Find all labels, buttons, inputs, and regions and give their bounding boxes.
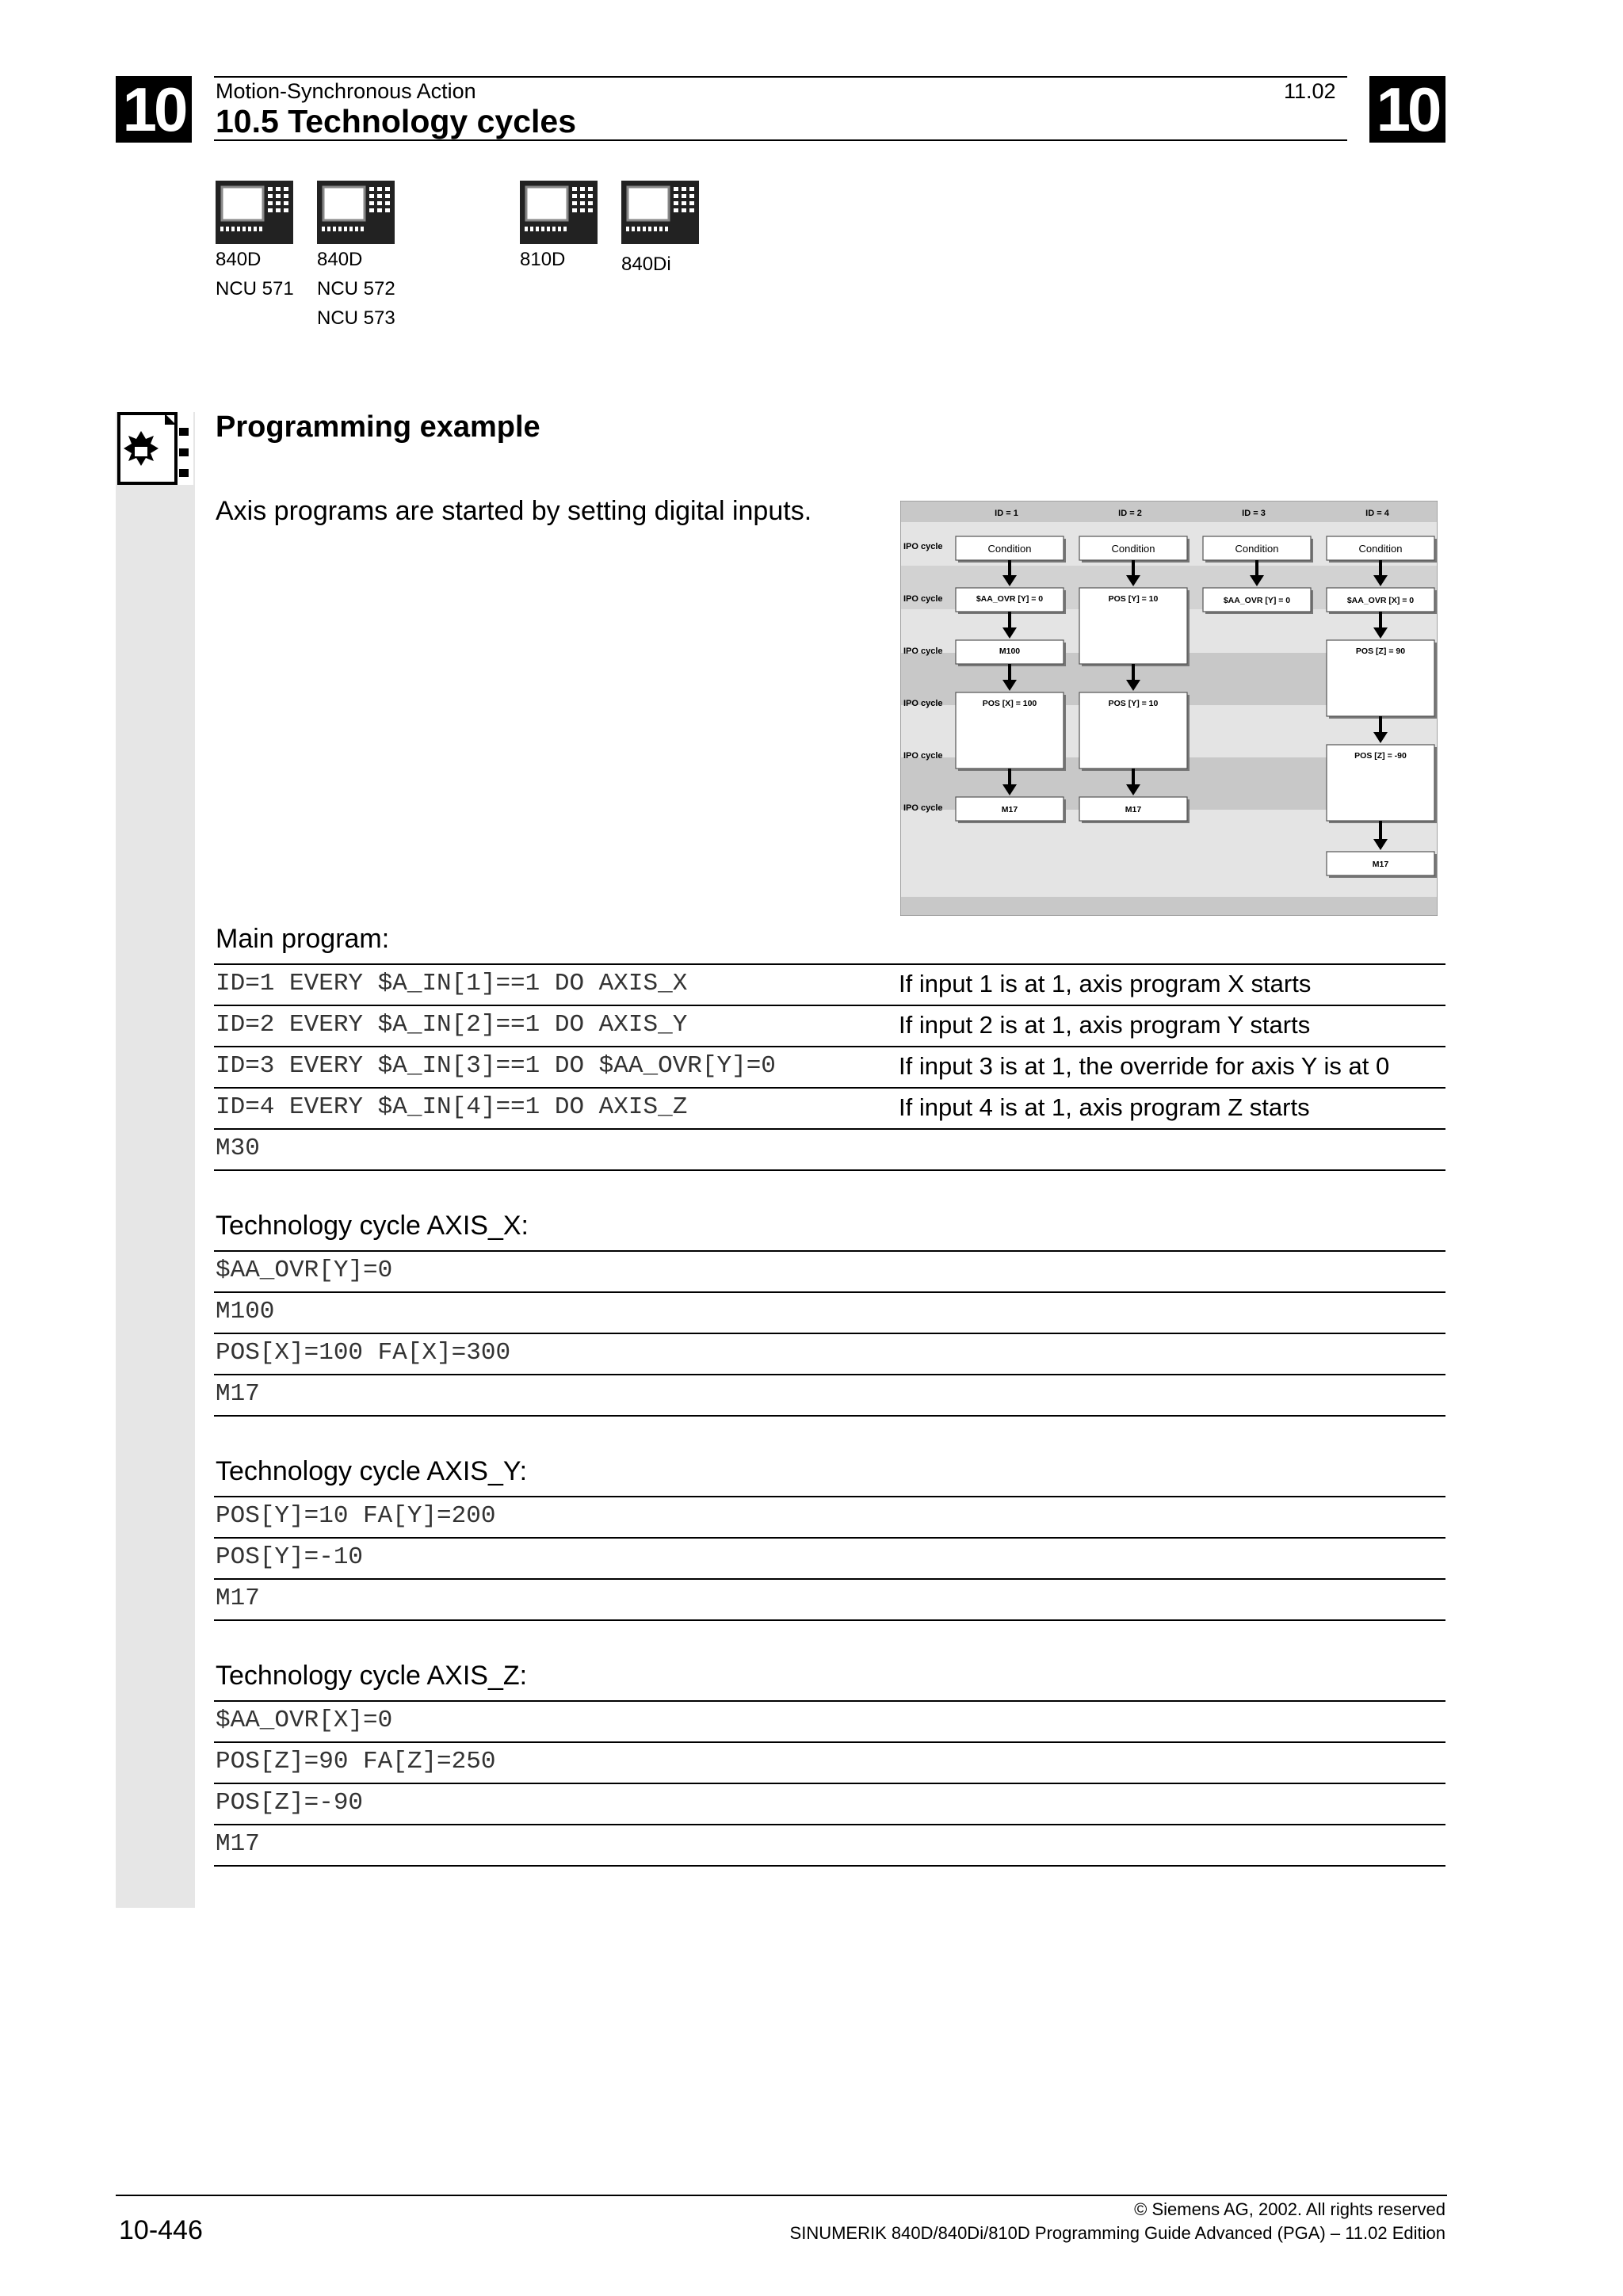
programming-example-icon: [117, 412, 193, 485]
header-rule-bottom: [214, 139, 1347, 141]
table-row: ID=4 EVERY $A_IN[4]==1 DO AXIS_Z If input 4 is at 1, axis program Z starts: [214, 1089, 1445, 1130]
diagram-box: $AA_OVR [Y] = 0: [1223, 596, 1291, 605]
table-row: ID=3 EVERY $A_IN[3]==1 DO $AA_OVR[Y]=0 If input 3 is at 1, the override for axis Y is at 0: [214, 1047, 1445, 1089]
diagram-box: M17: [1001, 805, 1018, 814]
footer-rule: [116, 2195, 1447, 2196]
diagram-box: M17: [1372, 860, 1389, 869]
table-row: POS[Z]=90 FA[Z]=250: [214, 1743, 1445, 1784]
control-810d: 810D: [520, 181, 599, 273]
page-number: 10-446: [119, 2215, 203, 2245]
diagram-box: POS [Z] = -90: [1354, 751, 1407, 761]
diagram-box: POS [X] = 100: [982, 699, 1037, 708]
table-row: $AA_OVR[Y]=0: [214, 1250, 1445, 1293]
chapter-number-left: 10: [116, 76, 192, 143]
main-program-label: Main program:: [216, 924, 390, 954]
table-row: ID=2 EVERY $A_IN[2]==1 DO AXIS_Y If input 2 is at 1, axis program Y starts: [214, 1006, 1445, 1047]
section-name: Motion-Synchronous Action: [216, 79, 476, 103]
control-panel-icon: [317, 181, 395, 244]
condition-box-4: Condition: [1358, 543, 1403, 555]
edition-note: SINUMERIK 840D/840Di/810D Programming Guide Advanced (PGA) – 11.02 Edition: [789, 2223, 1445, 2243]
control-panel-icon: [520, 181, 598, 244]
ipo-cycle-label: IPO cycle: [903, 594, 943, 604]
control-panel-icon: [621, 181, 699, 244]
table-row: POS[Y]=-10: [214, 1539, 1445, 1580]
chapter-number-right: 10: [1369, 76, 1445, 143]
cycle-y-label: Technology cycle AXIS_Y:: [216, 1456, 528, 1486]
table-row: POS[Y]=10 FA[Y]=200: [214, 1496, 1445, 1539]
table-row: M17: [214, 1825, 1445, 1867]
diagram-box: POS [Y] = 10: [1108, 594, 1159, 604]
table-row: M17: [214, 1375, 1445, 1417]
diagram-box: POS [Y] = 10: [1108, 699, 1159, 708]
diagram-box: POS [Z] = 90: [1355, 646, 1406, 656]
header-rule-top: [214, 76, 1347, 78]
table-row: $AA_OVR[X]=0: [214, 1700, 1445, 1743]
diagram-id-3: ID = 3: [1242, 509, 1266, 518]
condition-box-2: Condition: [1111, 543, 1155, 555]
control-840d-ncu571: 840D NCU 571: [216, 181, 295, 303]
table-row: M17: [214, 1580, 1445, 1621]
diagram-box: M100: [999, 646, 1021, 656]
cycle-z-table: [214, 1700, 1445, 1867]
ipo-cycle-label: IPO cycle: [903, 751, 943, 761]
section-heading: Programming example: [216, 410, 540, 444]
control-840di: 840Di: [621, 181, 701, 278]
diagram-box: $AA_OVR [Y] = 0: [976, 594, 1044, 604]
cycle-y-table: [214, 1496, 1445, 1621]
intro-text: Axis programs are started by setting digital inputs.: [216, 496, 812, 526]
diagram-box: M17: [1125, 805, 1142, 814]
table-row: POS[Z]=-90: [214, 1784, 1445, 1825]
ipo-cycle-label: IPO cycle: [903, 699, 943, 708]
technology-cycle-diagram: [900, 501, 1438, 916]
cycle-x-label: Technology cycle AXIS_X:: [216, 1211, 529, 1241]
ipo-cycle-label: IPO cycle: [903, 646, 943, 656]
copyright: © Siemens AG, 2002. All rights reserved: [1134, 2199, 1445, 2219]
diagram-id-2: ID = 2: [1118, 509, 1142, 518]
table-row: M30: [214, 1130, 1445, 1171]
control-panel-icon: [216, 181, 293, 244]
control-840d-ncu572-573: 840D NCU 572 NCU 573: [317, 181, 396, 332]
margin-bar: [116, 412, 195, 1908]
ipo-cycle-label: IPO cycle: [903, 803, 943, 813]
cycle-x-table: [214, 1250, 1445, 1417]
table-row: POS[X]=100 FA[X]=300: [214, 1334, 1445, 1375]
table-row: ID=1 EVERY $A_IN[1]==1 DO AXIS_X If input 1 is at 1, axis program X starts: [214, 963, 1445, 1006]
ipo-cycle-label: IPO cycle: [903, 542, 943, 551]
cycle-z-label: Technology cycle AXIS_Z:: [216, 1661, 528, 1691]
diagram-id-1: ID = 1: [995, 509, 1018, 518]
condition-box-3: Condition: [1235, 543, 1279, 555]
table-row: M100: [214, 1293, 1445, 1334]
page-title: 10.5 Technology cycles: [216, 103, 577, 139]
edition-date: 11.02: [1284, 79, 1336, 103]
main-program-table: [214, 963, 1445, 1171]
diagram-id-4: ID = 4: [1365, 509, 1389, 518]
diagram-box: $AA_OVR [X] = 0: [1346, 596, 1415, 605]
condition-box-1: Condition: [987, 543, 1032, 555]
